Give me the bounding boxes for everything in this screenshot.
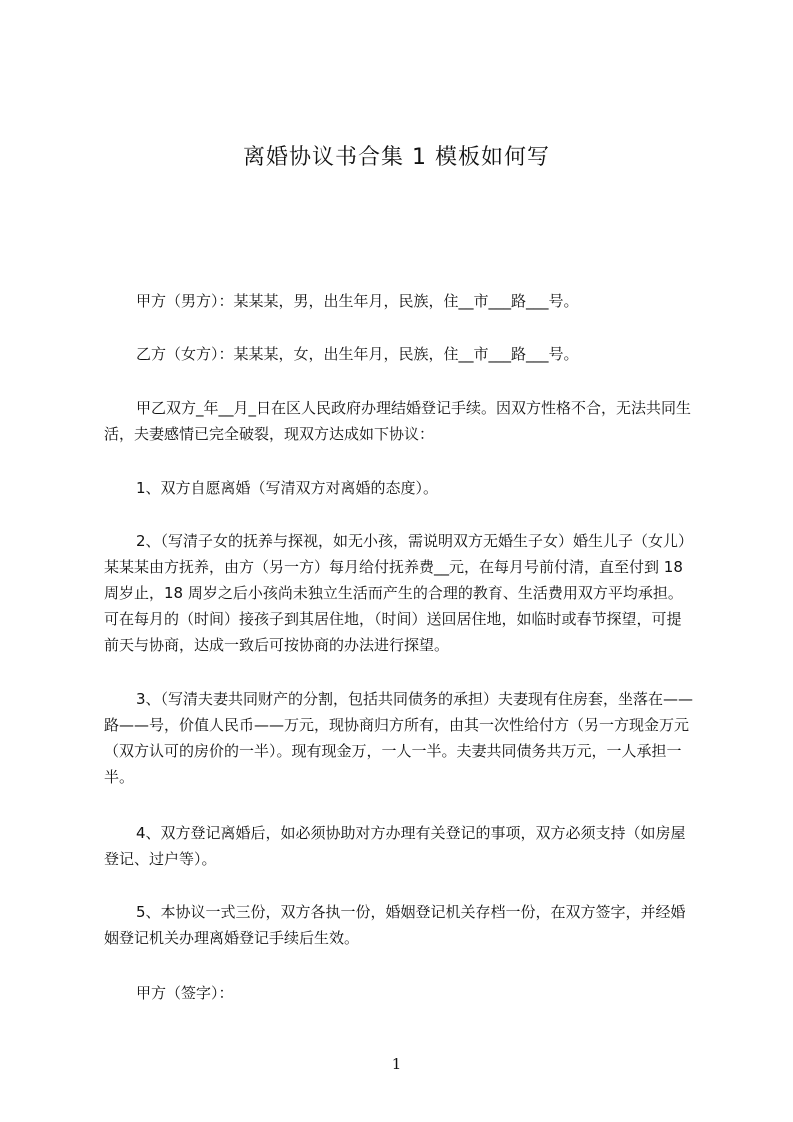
paragraph-clause-4: 4、双方登记离婚后，如必须协助对方办理有关登记的事项，双方必须支持（如房屋登记、过户等）。 bbox=[104, 824, 686, 868]
paragraph-clause-1: 1、双方自愿离婚（写清双方对离婚的态度）。 bbox=[136, 479, 439, 497]
document-title: 离婚协议书合集 1 模板如何写 bbox=[243, 145, 550, 170]
paragraph-clause-2: 2、（写清子女的抚养与探视，如无小孩，需说明双方无婚生子女）婚生儿子（女儿）某某某由方抚养，由方（另一方）每月给付抚养费__元，在每月号前付清，直至付到 18 周岁止，18 周岁之后小孩尚未独立生活而产生的合理的教育、生活费用双方平均承担。可在每月的（时间）接孩子到其居住地，（时间）送回居住地，如临时或春节探望，可提前天与协商，达成一致后可按协商的办法进行探望。 bbox=[104, 532, 694, 654]
paragraph-party-b: 乙方（女方）：某某某，女，出生年月，民族，住__市___路___号。 bbox=[136, 345, 579, 363]
paragraph-party-a: 甲方（男方）：某某某，男，出生年月，民族，住__市___路___号。 bbox=[136, 292, 579, 310]
paragraph-preamble: 甲乙双方_年__月_日在区人民政府办理结婚登记手续。因双方性格不合，无法共同生活，夫妻感情已完全破裂，现双方达成如下协议： bbox=[104, 399, 692, 443]
paragraph-clause-5: 5、本协议一式三份，双方各执一份，婚姻登记机关存档一份，在双方签字，并经婚姻登记机关办理离婚登记手续后生效。 bbox=[104, 903, 686, 947]
signature-line-party-a: 甲方（签字）： bbox=[136, 984, 234, 1002]
paragraph-clause-3: 3、（写清夫妻共同财产的分割，包括共同债务的承担）夫妻现有住房套，坐落在——路——号，价值人民币——万元，现协商归方所有，由其一次性给付方（另一方现金万元（双方认可的房价的一半）。现有现金万，一人一半。夫妻共同债务共万元，一人承担一半。 bbox=[104, 690, 694, 786]
page-number: 1 bbox=[391, 1055, 402, 1073]
